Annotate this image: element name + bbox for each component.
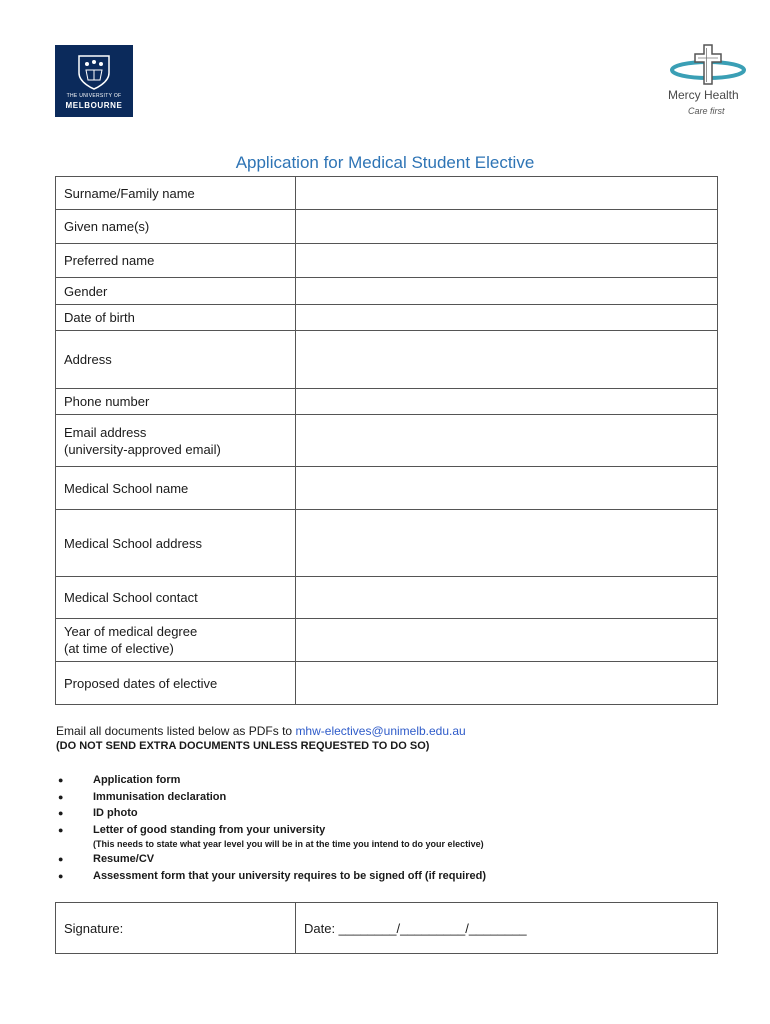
document-label: Letter of good standing from your university: [93, 823, 326, 836]
year-of-degree-field[interactable]: [296, 619, 718, 662]
field-label: Given name(s): [56, 210, 296, 244]
table-row: [56, 510, 718, 577]
crest-icon: [76, 53, 112, 91]
proposed-dates-field[interactable]: [296, 662, 718, 705]
signature-table: [55, 902, 718, 954]
field-label: Surname/Family name: [56, 177, 296, 210]
medical-school-name-field[interactable]: [296, 467, 718, 510]
bullet-icon: ●: [58, 854, 64, 864]
mercy-health-tagline: Care first: [688, 106, 725, 116]
medical-school-address-field[interactable]: [296, 510, 718, 577]
list-item: [56, 868, 676, 885]
field-label: Medical School contact: [56, 577, 296, 619]
bullet-icon: ●: [58, 824, 64, 835]
field-label: Date of birth: [56, 305, 296, 331]
document-label: Immunisation declaration: [93, 790, 227, 803]
bullet-icon: ●: [58, 791, 64, 802]
signature-field[interactable]: Signature:: [56, 903, 296, 954]
bullet-icon: ●: [58, 808, 64, 818]
medical-school-contact-field[interactable]: [296, 577, 718, 619]
table-row: [56, 577, 718, 619]
given-names-field[interactable]: [296, 210, 718, 244]
logo-wordmark: MELBOURNE: [65, 101, 123, 110]
table-row: [56, 278, 718, 305]
instructions-text: Email all documents listed below as PDFs to: [56, 724, 296, 738]
field-label: Gender: [56, 278, 296, 305]
logo-subtitle: THE UNIVERSITY OF: [66, 93, 122, 99]
email-instructions: [56, 724, 466, 754]
list-item: [56, 851, 676, 868]
phone-number-field[interactable]: [296, 389, 718, 415]
document-label: Application form: [93, 774, 181, 786]
bullet-icon: ●: [58, 775, 64, 785]
table-row: [56, 467, 718, 510]
field-label: Medical School address: [56, 510, 296, 577]
preferred-name-field[interactable]: [296, 244, 718, 278]
email-address-field[interactable]: [296, 415, 718, 467]
required-documents-list: [56, 772, 676, 884]
document-label: Assessment form that your university requires to be signed off (if required): [93, 869, 487, 882]
table-row: [56, 331, 718, 389]
address-field[interactable]: [296, 331, 718, 389]
document-label: Resume/CV: [93, 853, 155, 865]
mercy-health-wordmark: Mercy Health: [668, 88, 739, 102]
cross-icon: [660, 42, 756, 88]
bullet-icon: ●: [58, 870, 64, 881]
field-label-line1: Year of medical degree: [64, 624, 198, 639]
field-label: Preferred name: [56, 244, 296, 278]
field-label: Proposed dates of elective: [56, 662, 296, 705]
table-row: [56, 305, 718, 331]
document-note: (This needs to state what year level you will be in at the time you intend to do your elective): [93, 839, 484, 849]
table-row: [56, 389, 718, 415]
date-of-birth-field[interactable]: [296, 305, 718, 331]
list-item: [56, 822, 676, 852]
page-title: Application for Medical Student Elective: [235, 153, 535, 172]
extra-documents-warning: (DO NOT SEND EXTRA DOCUMENTS UNLESS REQUESTED TO DO SO): [56, 740, 430, 752]
mercy-health-logo: [660, 42, 756, 122]
list-item: [56, 805, 676, 822]
field-label: Address: [56, 331, 296, 389]
table-row: [56, 619, 718, 662]
field-label: Medical School name: [56, 467, 296, 510]
date-field[interactable]: Date: ________/_________/________: [296, 903, 718, 954]
table-row: [56, 177, 718, 210]
field-label: [56, 415, 296, 467]
elective-email-link[interactable]: mhw-electives@unimelb.edu.au: [295, 724, 466, 738]
surname-field[interactable]: [296, 177, 718, 210]
field-label: Phone number: [56, 389, 296, 415]
table-row: [56, 415, 718, 467]
field-label-line1: Email address: [64, 424, 147, 440]
gender-field[interactable]: [296, 278, 718, 305]
document-label: ID photo: [93, 807, 138, 819]
instructions-line: [56, 724, 466, 739]
table-row: [56, 244, 718, 278]
list-item: [56, 772, 676, 789]
table-row: [56, 662, 718, 705]
table-row: [56, 903, 718, 954]
list-item: [56, 789, 676, 806]
field-label-line2: (at time of elective): [64, 641, 174, 656]
table-row: [56, 210, 718, 244]
university-of-melbourne-logo: [55, 45, 133, 117]
field-label: [56, 619, 296, 662]
field-label-line2: (university-approved email): [64, 441, 221, 457]
applicant-details-table: [55, 176, 718, 705]
